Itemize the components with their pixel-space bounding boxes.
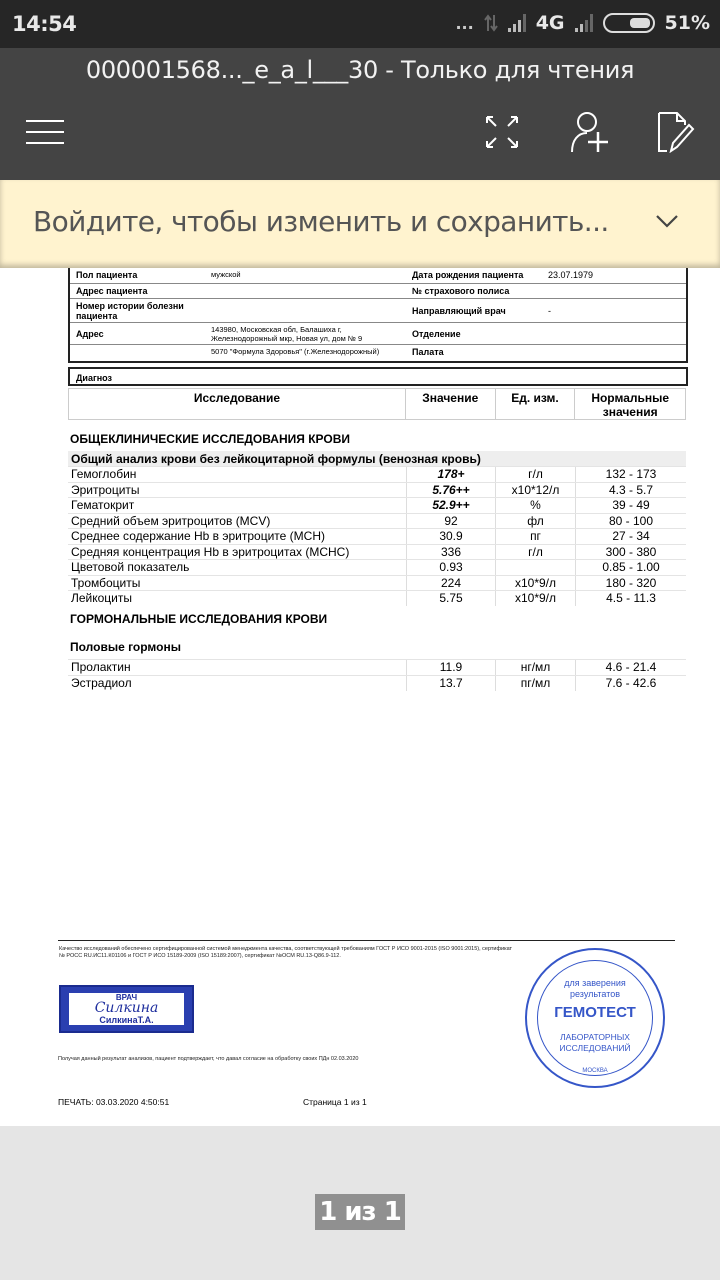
stamp-text: ИССЛЕДОВАНИЙ bbox=[559, 1043, 631, 1053]
info-label: Отделение bbox=[412, 328, 461, 339]
test-unit: пг/мл bbox=[496, 676, 576, 691]
info-row bbox=[70, 268, 686, 284]
info-value bbox=[207, 309, 412, 313]
test-name: Лейкоциты bbox=[71, 591, 133, 605]
test-unit: % bbox=[496, 498, 576, 513]
more-notifications-icon: ... bbox=[455, 13, 474, 33]
results-table-header bbox=[68, 388, 686, 420]
test-name: Пролактин bbox=[71, 660, 131, 674]
info-label: Адрес пациента bbox=[76, 286, 148, 296]
test-value: 11.9 bbox=[406, 660, 496, 675]
test-value: 178+ bbox=[406, 467, 496, 482]
test-unit: x10*12/л bbox=[496, 483, 576, 498]
table-row bbox=[68, 590, 686, 606]
info-label: № страхового полиса bbox=[412, 286, 510, 296]
status-bar bbox=[0, 0, 720, 48]
share-button[interactable] bbox=[566, 108, 614, 156]
test-range: 27 - 34 bbox=[612, 529, 650, 543]
info-label: Направляющий врач bbox=[412, 305, 506, 316]
footer-divider bbox=[58, 940, 675, 941]
test-unit: пг bbox=[496, 529, 576, 544]
col-study: Исследование bbox=[69, 389, 406, 419]
test-range: 4.5 - 11.3 bbox=[606, 591, 656, 605]
test-unit: г/л bbox=[496, 545, 576, 560]
info-row bbox=[70, 345, 686, 361]
table-row bbox=[68, 575, 686, 591]
test-range: 7.6 - 42.6 bbox=[605, 676, 657, 690]
section-title: ГОРМОНАЛЬНЫЕ ИССЛЕДОВАНИЯ КРОВИ bbox=[70, 612, 328, 626]
info-value: мужской bbox=[211, 270, 241, 279]
document-title: 000001568..._e_a_l___30 - Только для чтения bbox=[85, 56, 635, 84]
test-unit: г/л bbox=[496, 467, 576, 482]
print-timestamp: ПЕЧАТЬ: 03.03.2020 4:50:51 bbox=[58, 1097, 170, 1107]
test-value: 92 bbox=[406, 514, 496, 529]
doctor-name: СилкинаТ.А. bbox=[99, 1015, 154, 1025]
patient-info-table bbox=[68, 268, 688, 363]
test-name: Тромбоциты bbox=[71, 575, 141, 590]
group-title: Половые гормоны bbox=[70, 640, 181, 654]
info-value: 5070 "Формула Здоровья" (г.Железнодорожный) bbox=[211, 347, 380, 356]
test-name: Эстрадиол bbox=[71, 676, 132, 690]
diagnosis-field: Диагноз bbox=[68, 367, 688, 386]
battery-icon bbox=[603, 13, 655, 33]
test-value: 224 bbox=[406, 576, 496, 591]
table-row bbox=[68, 482, 686, 498]
info-label: Палата bbox=[412, 347, 444, 357]
quality-note: Качество исследований обеспечено сертифицированной системой менеджмента качества, соответствующей требованиям ГОСТ Р ИСО 9001-2015 (ISO 9001:2015), сертификат № РОСС RU.ИС11.К01106 и ГОСТ Р ИСО 15189-2009 (ISO 15189:2007), сертификат №ОСМ RU.13-Q86.9-112. bbox=[59, 946, 513, 959]
info-label: Адрес bbox=[76, 328, 104, 339]
stamp-text: ЛАБОРАТОРНЫХ bbox=[560, 1032, 630, 1042]
table-row bbox=[68, 466, 686, 482]
table-row bbox=[68, 659, 686, 675]
sign-in-prompt: Войдите, чтобы изменить и сохранить... bbox=[33, 205, 609, 238]
info-value: 23.07.1979 bbox=[548, 270, 594, 280]
test-unit: x10*9/л bbox=[496, 576, 576, 591]
share-person-icon bbox=[570, 110, 610, 154]
col-unit: Ед. изм. bbox=[496, 389, 576, 419]
test-name: Среднее содержание Hb в эритроците (MCH) bbox=[71, 529, 325, 543]
col-value: Значение bbox=[406, 389, 496, 419]
info-label: Пол пациента bbox=[76, 270, 138, 280]
table-row bbox=[68, 675, 686, 691]
test-unit: фл bbox=[496, 514, 576, 529]
test-name: Гематокрит bbox=[71, 498, 135, 512]
document-page bbox=[0, 268, 720, 1126]
test-value: 30.9 bbox=[406, 529, 496, 544]
test-range: 4.3 - 5.7 bbox=[608, 482, 654, 497]
test-unit: x10*9/л bbox=[496, 591, 576, 606]
network-type: 4G bbox=[535, 12, 565, 34]
info-row bbox=[70, 323, 686, 345]
test-range: 4.6 - 21.4 bbox=[605, 660, 657, 674]
test-range: 0.85 - 1.00 bbox=[602, 560, 660, 574]
test-value: 5.75 bbox=[406, 591, 496, 606]
test-name: Эритроциты bbox=[71, 482, 140, 497]
table-row bbox=[68, 544, 686, 560]
menu-icon bbox=[24, 119, 66, 145]
info-label: Номер истории болезни пациента bbox=[76, 300, 184, 321]
test-range: 39 - 49 bbox=[612, 498, 650, 512]
test-value: 336 bbox=[406, 545, 496, 560]
sign-in-banner[interactable] bbox=[0, 180, 720, 268]
table-row bbox=[68, 497, 686, 513]
info-value: - bbox=[548, 305, 551, 316]
test-name: Средний объем эритроцитов (MCV) bbox=[71, 513, 271, 528]
signal-icon-2 bbox=[575, 14, 593, 32]
consent-note: Получая данный результат анализов, пациент подтверждает, что давал согласие на обработку своих ПДн 02.03.2020 bbox=[58, 1056, 359, 1062]
test-range: 80 - 100 bbox=[608, 513, 654, 528]
test-unit bbox=[496, 560, 576, 575]
section-title: ОБЩЕКЛИНИЧЕСКИЕ ИССЛЕДОВАНИЯ КРОВИ bbox=[70, 432, 350, 446]
info-row bbox=[70, 284, 686, 299]
signature: Силкина bbox=[94, 1000, 159, 1016]
info-row bbox=[70, 299, 686, 323]
test-unit: нг/мл bbox=[496, 660, 576, 675]
fullscreen-button[interactable] bbox=[480, 110, 524, 154]
test-value: 13.7 bbox=[406, 676, 496, 691]
data-transfer-icon bbox=[484, 14, 498, 32]
test-value: 52.9++ bbox=[406, 498, 496, 513]
doctor-stamp bbox=[59, 985, 194, 1033]
stamp-text: для заверения bbox=[564, 978, 626, 988]
page-number: Страница 1 из 1 bbox=[303, 1097, 367, 1107]
table-row bbox=[68, 528, 686, 544]
table-row bbox=[68, 513, 686, 529]
test-range: 300 - 380 bbox=[605, 544, 657, 559]
signal-icon bbox=[508, 14, 526, 32]
test-range: 180 - 320 bbox=[605, 575, 657, 590]
edit-button[interactable] bbox=[652, 108, 700, 156]
info-label: Дата рождения пациента bbox=[412, 270, 524, 280]
info-value: 143980, Московская обл, Балашиха г, Железнодорожный мкр, Новая ул, дом № 9 bbox=[211, 324, 363, 343]
lab-stamp bbox=[525, 948, 665, 1088]
fullscreen-icon bbox=[484, 114, 520, 150]
status-icons bbox=[455, 12, 710, 34]
info-label bbox=[70, 345, 207, 361]
test-value: 5.76++ bbox=[406, 483, 496, 498]
app-bar bbox=[0, 48, 720, 180]
stamp-title: ВРАЧ bbox=[115, 993, 138, 1002]
battery-percent: 51% bbox=[664, 12, 710, 34]
test-name: Гемоглобин bbox=[71, 467, 137, 481]
clock: 14:54 bbox=[12, 12, 77, 36]
info-value bbox=[207, 284, 412, 298]
group-title: Общий анализ крови без лейкоцитарной формулы (венозная кровь) bbox=[68, 451, 686, 467]
stamp-text: результатов bbox=[569, 989, 620, 999]
viewer-background bbox=[0, 1126, 720, 1280]
test-range: 132 - 173 bbox=[605, 467, 657, 481]
menu-button[interactable] bbox=[22, 112, 68, 152]
test-name: Средняя концентрация Hb в эритроцитах (MCHC) bbox=[71, 544, 350, 559]
table-row bbox=[68, 559, 686, 575]
chevron-down-icon[interactable] bbox=[654, 208, 680, 234]
page-indicator: 1 из 1 bbox=[315, 1194, 405, 1230]
test-name: Цветовой показатель bbox=[71, 560, 190, 574]
test-value: 0.93 bbox=[406, 560, 496, 575]
edit-document-icon bbox=[657, 111, 695, 153]
stamp-text: МОСКВА bbox=[582, 1068, 608, 1074]
stamp-brand: ГЕМОТЕСТ bbox=[554, 1004, 636, 1021]
col-normal: Нормальные значения bbox=[591, 391, 670, 419]
